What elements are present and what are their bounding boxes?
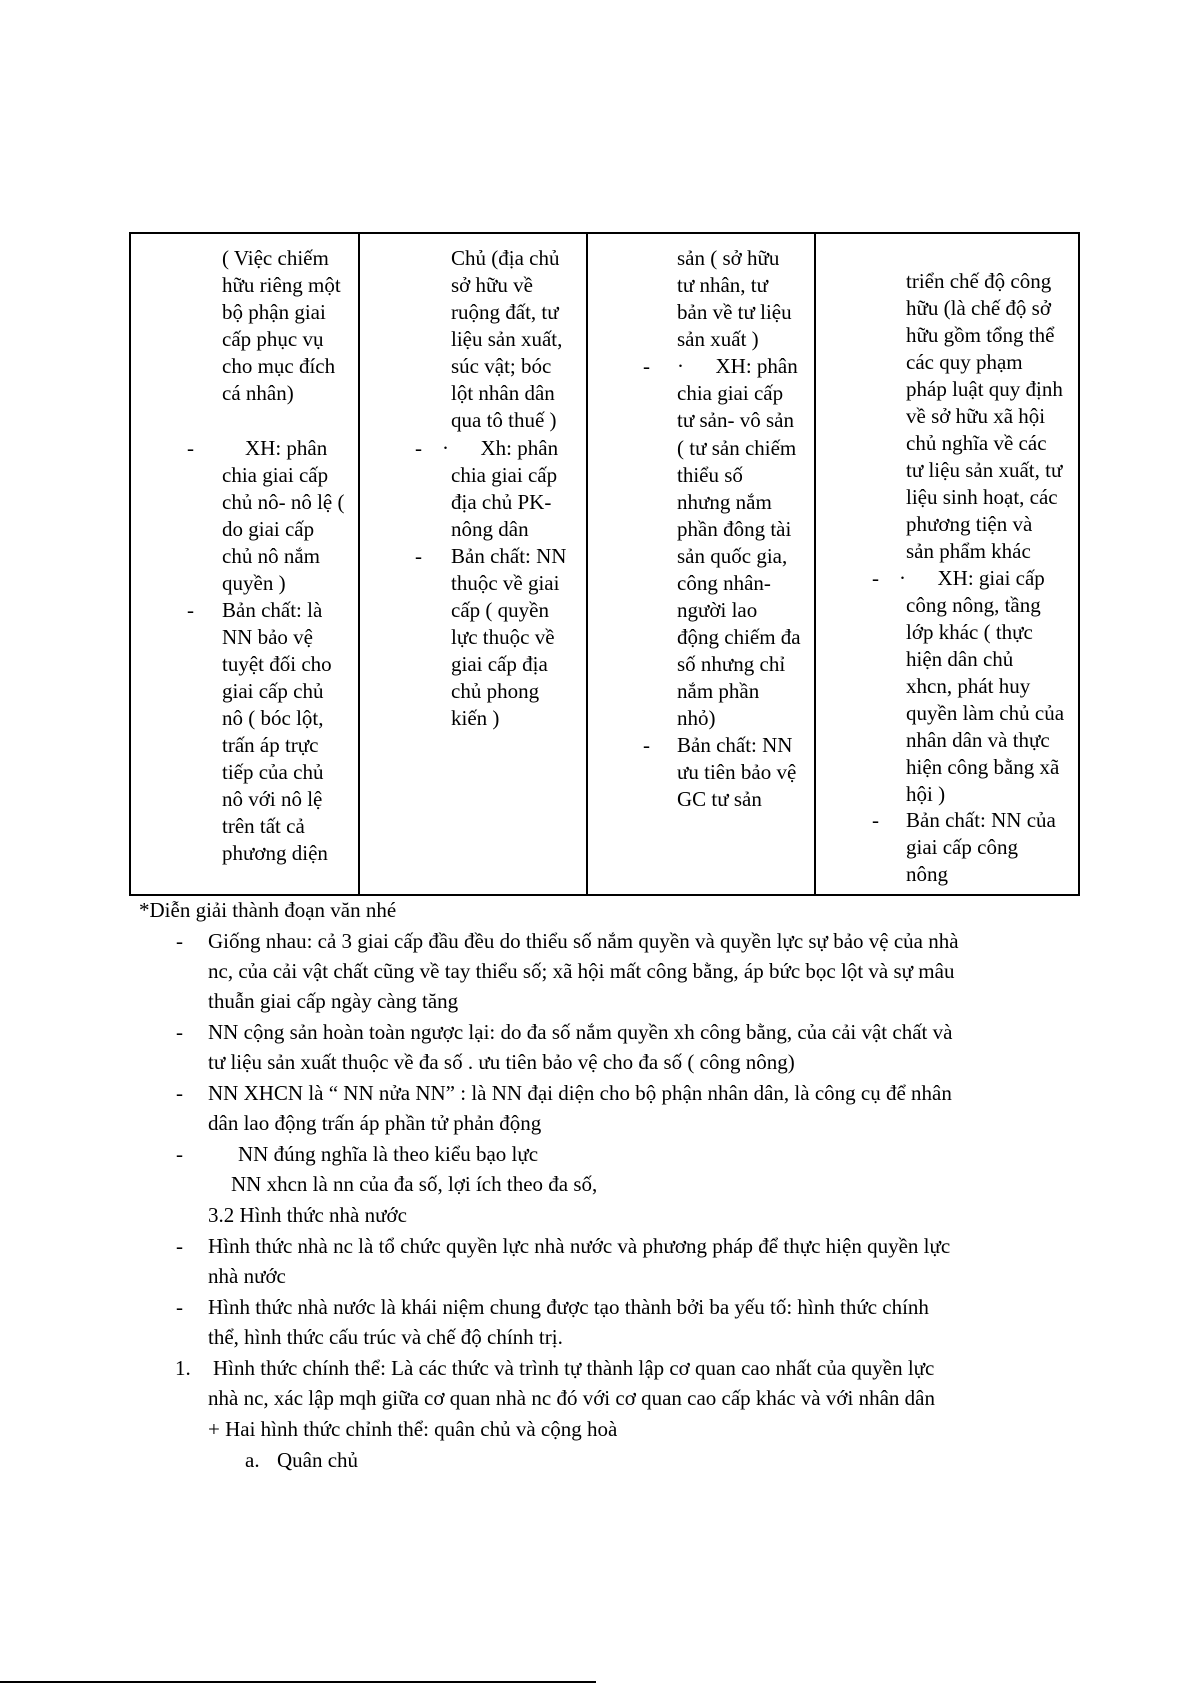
cell-line: phương diện xyxy=(222,841,328,865)
paragraph-line: nc, của cải vật chất cũng về tay thiểu số; xã hội mất công bằng, áp bức bọc lột và sự mâu xyxy=(208,959,955,983)
list-bullet: - xyxy=(176,929,183,953)
list-bullet: - xyxy=(415,544,422,568)
cell-line: hữu gồm tổng thể xyxy=(906,323,1055,347)
cell-line: số nhưng chỉ xyxy=(677,652,786,676)
cell-line: lực thuộc về xyxy=(451,625,555,649)
cell-line: sản ( sở hữu xyxy=(677,246,780,270)
cell-line: cho mục đích xyxy=(222,354,336,378)
paragraph-line: NN đúng nghĩa là theo kiểu bạo lực xyxy=(238,1142,539,1166)
cell-line: nô ( bóc lột, xyxy=(222,706,324,730)
subheading: Quân chủ xyxy=(277,1448,359,1472)
cell-line: nhỏ) xyxy=(677,706,716,730)
paragraph-line: nhà nc, xác lập mqh giữa cơ quan nhà nc đó với cơ quan cao cấp khác và với nhân dân xyxy=(208,1386,935,1410)
cell-line: phương tiện và xyxy=(906,512,1033,536)
cell-line: động chiếm đa xyxy=(677,625,801,649)
cell-line: ( tư sản chiếm xyxy=(677,436,797,460)
cell-line: công nhân- xyxy=(677,571,771,595)
cell-line: hiện dân chủ xyxy=(906,647,1014,671)
paragraph-line: Giống nhau: cả 3 giai cấp đầu đều do thiểu số nắm quyền và quyền lực sự bảo vệ của nhà xyxy=(208,929,959,953)
list-bullet: - xyxy=(187,598,194,622)
note-line: *Diễn giải thành đoạn văn nhé xyxy=(139,898,397,922)
cell-line: cá nhân) xyxy=(222,381,294,405)
cell-line: ưu tiên bảo vệ xyxy=(677,760,797,784)
cell-line: nhưng nắm xyxy=(677,490,772,514)
paragraph-line: nhà nước xyxy=(208,1264,286,1288)
list-bullet: - xyxy=(643,733,650,757)
cell-line: hữu riêng một xyxy=(222,273,341,297)
list-bullet: - xyxy=(872,566,879,590)
cell-line: chủ nghĩa về các xyxy=(906,431,1047,455)
cell-line: giai cấp công xyxy=(906,835,1018,859)
table-cell-feudal-state xyxy=(360,234,586,894)
cell-line: các quy phạm xyxy=(906,350,1023,374)
cell-line: Bản chất: NN xyxy=(677,733,793,757)
cell-line: qua tô thuế ) xyxy=(451,408,557,432)
cell-line: trấn áp trực xyxy=(222,733,319,757)
cell-line: bộ phận giai xyxy=(222,300,326,324)
cell-line: triển chế độ công xyxy=(906,269,1052,293)
cell-line: ruộng đất, tư xyxy=(451,300,559,324)
list-bullet: - xyxy=(187,436,194,460)
cell-line: bản về tư liệu xyxy=(677,300,792,324)
cell-line: giai cấp chủ xyxy=(222,679,324,703)
cell-line: chủ nô- nô lệ ( xyxy=(222,490,345,514)
cell-line: tiếp của chủ xyxy=(222,760,324,784)
cell-line: Bản chất: NN của xyxy=(906,808,1056,832)
cell-line: lớp khác ( thực xyxy=(906,620,1033,644)
cell-line: Bản chất: NN xyxy=(451,544,567,568)
cell-line: công nông, tầng xyxy=(906,593,1041,617)
cell-line: NN bảo vệ xyxy=(222,625,313,649)
table-cell-socialist-state xyxy=(816,234,1080,894)
cell-line: cấp ( quyền xyxy=(451,598,549,622)
list-bullet: - xyxy=(176,1142,183,1166)
cell-line: nông xyxy=(906,862,948,886)
cell-line: súc vật; bóc xyxy=(451,354,552,378)
list-bullet: - xyxy=(176,1295,183,1319)
paragraph-line: Hình thức nhà nước là khái niệm chung được tạo thành bởi ba yếu tố: hình thức chính xyxy=(208,1295,929,1319)
paragraph-line: + Hai hình thức chỉnh thể: quân chủ và cộng hoà xyxy=(208,1417,618,1441)
cell-line: giai cấp địa xyxy=(451,652,548,676)
list-bullet: - xyxy=(176,1234,183,1258)
cell-line: thiểu số xyxy=(677,463,743,487)
cell-line: trên tất cả xyxy=(222,814,305,838)
cell-line: kiến ) xyxy=(451,706,500,730)
cell-line: nhân dân và thực xyxy=(906,728,1050,752)
cell-line: nô với nô lệ xyxy=(222,787,323,811)
cell-line: tư nhân, tư xyxy=(677,273,769,297)
cell-line: sở hữu về xyxy=(451,273,533,297)
cell-line: cấp phục vụ xyxy=(222,327,324,351)
paragraph-line: Hình thức chính thể: Là các thức và trình tự thành lập cơ quan cao nhất của quyền lực xyxy=(213,1356,935,1380)
cell-line: hữu (là chế độ sở xyxy=(906,296,1051,320)
cell-line: Bản chất: là xyxy=(222,598,323,622)
paragraph-line: thể, hình thức cấu trúc và chế độ chính trị. xyxy=(208,1325,563,1349)
list-letter: a. xyxy=(245,1448,260,1472)
cell-line: tư sản- vô sản xyxy=(677,408,794,432)
paragraph-line: NN XHCN là “ NN nửa NN” : là NN đại diện cho bộ phận nhân dân, là công cụ để nhân xyxy=(208,1081,952,1105)
cell-line: · Xh: phân xyxy=(442,436,559,460)
comparison-table xyxy=(129,232,1080,896)
section-heading: 3.2 Hình thức nhà nước xyxy=(208,1203,407,1227)
cell-line: pháp luật quy định xyxy=(906,377,1063,401)
cell-line: chia giai cấp xyxy=(677,381,784,405)
cell-line: liệu sinh hoạt, các xyxy=(906,485,1058,509)
cell-line: tuyệt đối cho xyxy=(222,652,332,676)
cell-line: về sở hữu xã hội xyxy=(906,404,1046,428)
cell-line: chủ nô nắm xyxy=(222,544,320,568)
cell-line: quyền làm chủ của xyxy=(906,701,1065,725)
cell-line: nông dân xyxy=(451,517,529,541)
cell-line: ( Việc chiếm xyxy=(222,246,329,270)
list-number: 1. xyxy=(175,1356,191,1380)
cell-line: sản xuất ) xyxy=(677,327,759,351)
cell-line: XH: phân xyxy=(245,436,328,460)
paragraph-line: NN xhcn là nn của đa số, lợi ích theo đa số, xyxy=(231,1172,598,1196)
cell-line: sản quốc gia, xyxy=(677,544,788,568)
cell-line: · XH: giai cấp xyxy=(899,566,1045,590)
footer-divider xyxy=(0,1681,596,1683)
list-bullet: - xyxy=(176,1020,183,1044)
list-bullet: - xyxy=(872,808,879,832)
cell-line: lột nhân dân xyxy=(451,381,555,405)
cell-line: do giai cấp xyxy=(222,517,315,541)
cell-line: · XH: phân xyxy=(677,354,798,378)
paragraph-line: Hình thức nhà nc là tổ chức quyền lực nhà nước và phương pháp để thực hiện quyền lực xyxy=(208,1234,951,1258)
paragraph-line: dân lao động trấn áp phần tử phản động xyxy=(208,1111,542,1135)
list-bullet: - xyxy=(176,1081,183,1105)
cell-line: Chủ (địa chủ xyxy=(451,246,560,270)
table-cell-slave-state xyxy=(131,234,358,894)
cell-line: thuộc về giai xyxy=(451,571,560,595)
cell-line: GC tư sản xyxy=(677,787,762,811)
cell-line: phần đông tài xyxy=(677,517,792,541)
cell-line: người lao xyxy=(677,598,758,622)
cell-line: hiện công bằng xã xyxy=(906,755,1060,779)
paragraph-line: NN cộng sản hoàn toàn ngược lại: do đa số nắm quyền xh công bằng, của cải vật chất và xyxy=(208,1020,953,1044)
list-bullet: - xyxy=(415,436,422,460)
cell-line: quyền ) xyxy=(222,571,286,595)
cell-line: địa chủ PK- xyxy=(451,490,552,514)
cell-line: xhcn, phát huy xyxy=(906,674,1031,698)
table-cell-capitalist-state xyxy=(588,234,814,894)
cell-line: chia giai cấp xyxy=(222,463,329,487)
cell-line: liệu sản xuất, xyxy=(451,327,563,351)
cell-line: nắm phần xyxy=(677,679,760,703)
cell-line: sản phẩm khác xyxy=(906,539,1031,563)
paragraph-line: thuẫn giai cấp ngày càng tăng xyxy=(208,989,459,1013)
paragraph-line: tư liệu sản xuất thuộc về đa số . ưu tiên bảo vệ cho đa số ( công nông) xyxy=(208,1050,795,1074)
cell-line: hội ) xyxy=(906,782,946,806)
cell-line: chủ phong xyxy=(451,679,540,703)
cell-line: tư liệu sản xuất, tư xyxy=(906,458,1063,482)
list-bullet: - xyxy=(643,354,650,378)
cell-line: chia giai cấp xyxy=(451,463,558,487)
